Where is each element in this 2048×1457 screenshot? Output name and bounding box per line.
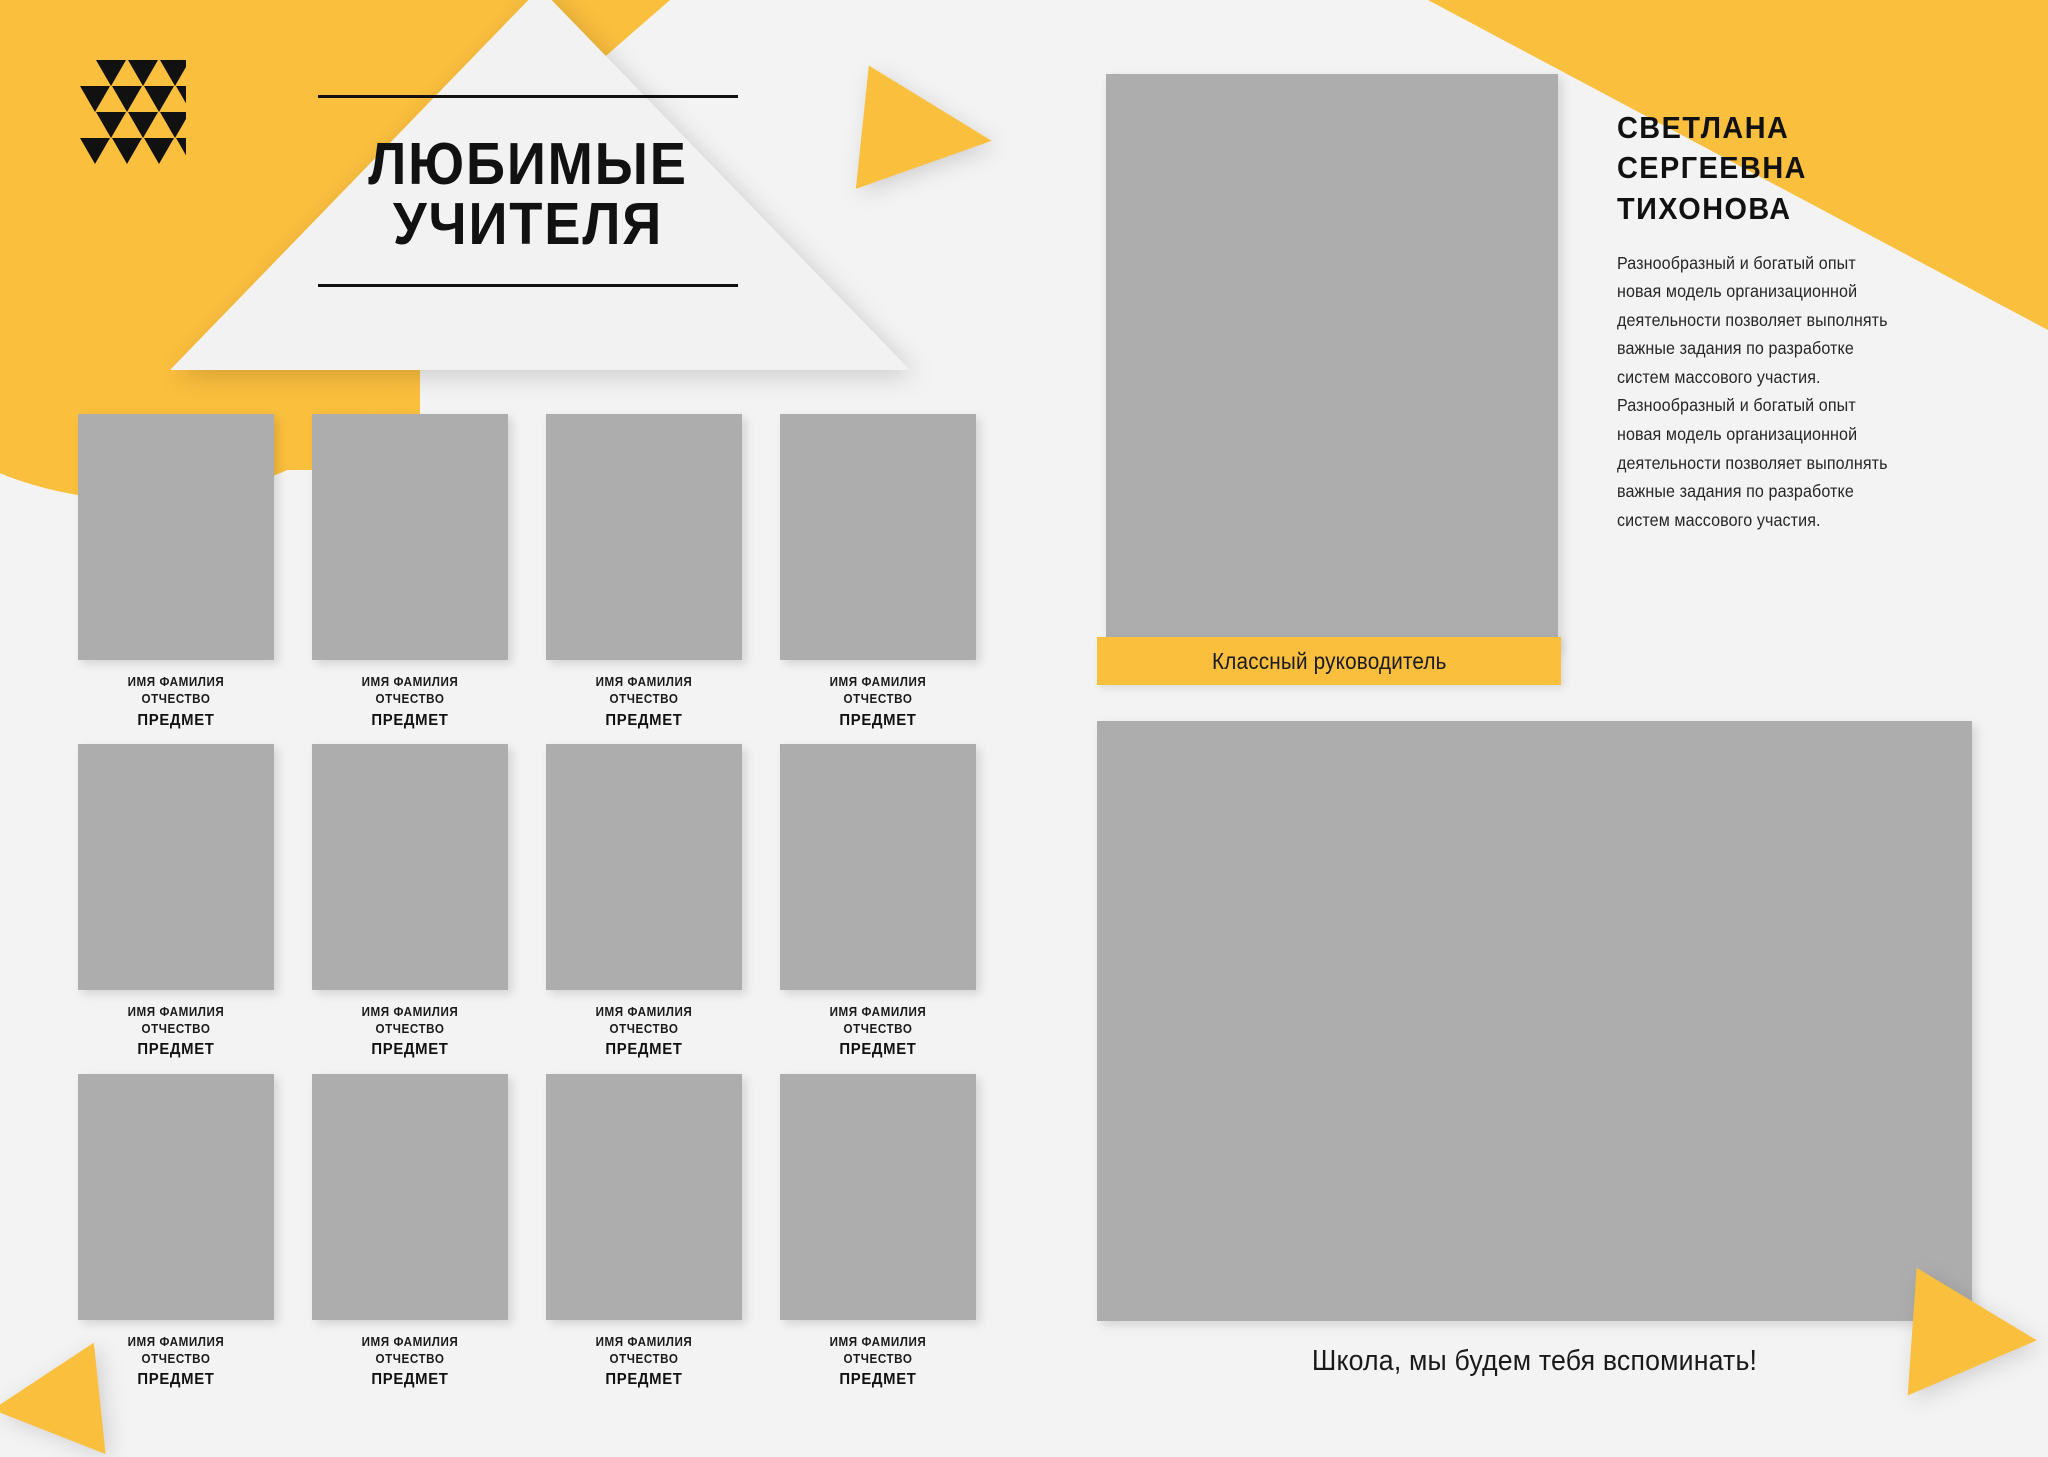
hero-title-line-2: УЧИТЕЛЯ xyxy=(392,191,664,258)
teacher-caption xyxy=(78,660,274,732)
teacher-card[interactable] xyxy=(780,1074,976,1392)
teacher-patronymic: ОТЧЕСТВО xyxy=(843,1022,913,1037)
teacher-name: ИМЯ ФАМИЛИЯ xyxy=(361,675,459,689)
teacher-caption xyxy=(78,990,274,1062)
teacher-name: ИМЯ ФАМИЛИЯ xyxy=(829,675,927,689)
featured-teacher-name xyxy=(1617,108,1896,229)
teacher-caption xyxy=(312,1320,508,1392)
teacher-card[interactable] xyxy=(78,744,274,1062)
teacher-name: ИМЯ ФАМИЛИЯ xyxy=(595,675,693,689)
teacher-subject: ПРЕДМЕТ xyxy=(137,1371,215,1389)
teacher-name: ИМЯ ФАМИЛИЯ xyxy=(829,1004,927,1019)
teacher-photo-placeholder[interactable] xyxy=(312,414,508,660)
closing-caption: Школа, мы будем тебя вспоминать! xyxy=(1311,1345,1758,1377)
teacher-subject: ПРЕДМЕТ xyxy=(605,1371,683,1389)
teacher-card[interactable] xyxy=(312,1074,508,1392)
teacher-grid xyxy=(78,414,998,1392)
teacher-patronymic: ОТЧЕСТВО xyxy=(375,1352,445,1367)
teacher-name: ИМЯ ФАМИЛИЯ xyxy=(127,1334,225,1349)
teacher-photo-placeholder[interactable] xyxy=(78,1074,274,1320)
teacher-caption xyxy=(312,660,508,732)
teacher-caption xyxy=(546,990,742,1062)
teacher-photo-placeholder[interactable] xyxy=(78,744,274,990)
teacher-photo-placeholder[interactable] xyxy=(312,1074,508,1320)
teacher-patronymic: ОТЧЕСТВО xyxy=(609,692,679,707)
hero-rule-top xyxy=(318,95,738,98)
teacher-card[interactable] xyxy=(78,1074,274,1392)
teacher-patronymic: ОТЧЕСТВО xyxy=(609,1352,679,1367)
teacher-card[interactable] xyxy=(312,744,508,1062)
teacher-subject: ПРЕДМЕТ xyxy=(605,711,683,729)
teacher-caption xyxy=(780,990,976,1062)
featured-name-line-3: ТИХОНОВА xyxy=(1617,190,1792,226)
teacher-patronymic: ОТЧЕСТВО xyxy=(375,692,445,707)
teacher-patronymic: ОТЧЕСТВО xyxy=(843,692,913,707)
teacher-subject: ПРЕДМЕТ xyxy=(839,1041,917,1059)
teacher-patronymic: ОТЧЕСТВО xyxy=(843,1352,913,1367)
teacher-patronymic: ОТЧЕСТВО xyxy=(141,1352,211,1367)
teacher-subject: ПРЕДМЕТ xyxy=(605,1041,683,1059)
teacher-patronymic: ОТЧЕСТВО xyxy=(609,1022,679,1037)
featured-teacher-description: Разнообразный и богатый опыт новая модель организационной деятельности позволяет выполнять важные задания по разработке систем массового участия. Разнообразный и богатый опыт новая модель организационной деятельности позволяет выполнять важные задания по разработке систем массового участия. xyxy=(1617,252,1888,530)
teacher-name: ИМЯ ФАМИЛИЯ xyxy=(127,675,225,689)
teacher-photo-placeholder[interactable] xyxy=(546,414,742,660)
teacher-subject: ПРЕДМЕТ xyxy=(839,1371,917,1389)
teacher-card[interactable] xyxy=(780,414,976,732)
teacher-photo-placeholder[interactable] xyxy=(312,744,508,990)
teacher-name: ИМЯ ФАМИЛИЯ xyxy=(595,1334,693,1349)
teacher-caption xyxy=(312,990,508,1062)
teacher-photo-placeholder[interactable] xyxy=(78,414,274,660)
teacher-card[interactable] xyxy=(546,414,742,732)
featured-teacher-bio-block xyxy=(1617,108,1917,534)
teacher-subject: ПРЕДМЕТ xyxy=(371,1041,449,1059)
teacher-photo-placeholder[interactable] xyxy=(780,414,976,660)
teacher-caption xyxy=(780,660,976,732)
teacher-patronymic: ОТЧЕСТВО xyxy=(141,692,211,707)
teacher-photo-placeholder[interactable] xyxy=(780,744,976,990)
status-badge xyxy=(1097,637,1561,685)
triangle-grid-icon xyxy=(66,58,186,166)
teacher-photo-placeholder[interactable] xyxy=(546,744,742,990)
teacher-card[interactable] xyxy=(312,414,508,732)
yellow-triangle-arrow-bottom-right-icon xyxy=(1908,1268,2042,1404)
teacher-caption xyxy=(546,1320,742,1392)
teacher-card[interactable] xyxy=(546,744,742,1062)
teacher-caption xyxy=(546,660,742,732)
hero-title-line-1: ЛЮБИМЫЕ xyxy=(368,131,688,197)
teacher-caption xyxy=(78,1320,274,1392)
group-photo-placeholder[interactable] xyxy=(1097,721,1972,1321)
teacher-name: ИМЯ ФАМИЛИЯ xyxy=(829,1334,927,1349)
teacher-patronymic: ОТЧЕСТВО xyxy=(375,1022,445,1037)
role-badge-label: Классный руководитель xyxy=(1211,647,1447,674)
teacher-name: ИМЯ ФАМИЛИЯ xyxy=(595,1004,693,1019)
teacher-subject: ПРЕДМЕТ xyxy=(839,711,917,729)
teacher-name: ИМЯ ФАМИЛИЯ xyxy=(361,1004,459,1019)
teacher-card[interactable] xyxy=(78,414,274,732)
hero-rule-bottom xyxy=(318,284,738,287)
teacher-subject: ПРЕДМЕТ xyxy=(137,1041,215,1059)
teacher-name: ИМЯ ФАМИЛИЯ xyxy=(361,1334,459,1349)
teacher-caption xyxy=(780,1320,976,1392)
featured-name-line-1: СВЕТЛАНА xyxy=(1617,110,1790,145)
teacher-card[interactable] xyxy=(780,744,976,1062)
featured-name-line-2: СЕРГЕЕВНА xyxy=(1617,150,1807,186)
teacher-photo-placeholder[interactable] xyxy=(546,1074,742,1320)
teacher-patronymic: ОТЧЕСТВО xyxy=(141,1022,211,1037)
featured-teacher-photo-placeholder[interactable] xyxy=(1106,74,1558,649)
teacher-subject: ПРЕДМЕТ xyxy=(137,711,215,729)
teacher-subject: ПРЕДМЕТ xyxy=(371,1371,449,1389)
page-title xyxy=(335,131,721,258)
hero-title-block xyxy=(318,95,738,287)
teacher-name: ИМЯ ФАМИЛИЯ xyxy=(127,1004,225,1019)
teacher-photo-placeholder[interactable] xyxy=(780,1074,976,1320)
teacher-card[interactable] xyxy=(546,1074,742,1392)
yellow-triangle-arrow-top-icon xyxy=(856,66,998,203)
teacher-subject: ПРЕДМЕТ xyxy=(371,711,449,729)
